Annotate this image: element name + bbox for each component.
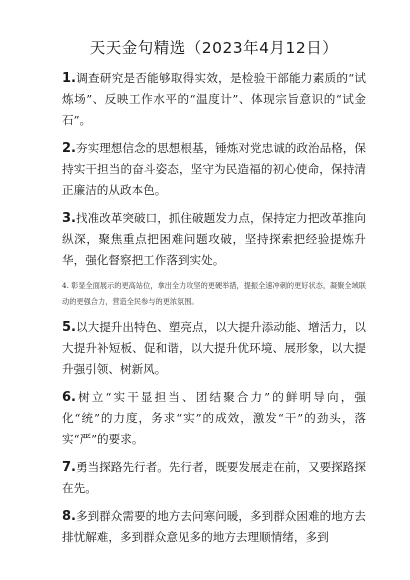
paragraph-number: 1. [62,71,76,86]
paragraph-number: 5. [62,320,76,335]
paragraph-text: 勇当探路先行者。先行者，既要发展走在前，又要探路探在先。 [62,460,366,495]
paragraph-number: 3. [62,211,76,226]
paragraph-text: 夯实理想信念的思想根基，锤炼对党忠诚的政治品格，保持实干担当的奋斗姿态，坚守为民造福的初心使命，保持清正廉洁的从政本色。 [62,141,366,197]
paragraph-5 [62,317,366,380]
paragraph-6 [62,387,366,450]
paragraph-4 [62,278,366,310]
paragraph-text: 树立“实干显担当、团结聚合力”的鲜明导向，强化“统”的力度，务求“实”的成效，激发“干”的劲头，落实“严”的要求。 [62,390,366,446]
paragraph-7 [62,457,366,499]
paragraph-1 [62,68,366,131]
paragraph-number: 4. [62,281,69,290]
paragraph-text: 彰显全面展示的更高站位，拿出全力攻坚的更硬举措，提振全速冲刺的更好状态，凝聚全域联动的更强合力，营造全民参与的更浓氛围。 [62,281,366,306]
paragraph-2 [62,138,366,201]
paragraph-number: 7. [62,460,76,475]
paragraph-number: 8. [62,509,76,524]
paragraph-text: 找准改革突破口，抓住破题发力点，保持定力把改革推向纵深，聚焦重点把困难问题攻破，坚持探索把经验提炼升华，强化督察把工作落到实处。 [62,211,366,267]
paragraph-text: 以大提升出特色、塑亮点，以大提升添动能、增活力，以大提升补短板、促和谐，以大提升优环境、展形象，以大提升强引领、树新风。 [62,320,366,376]
paragraph-8 [62,506,366,548]
paragraph-number: 2. [62,141,76,156]
paragraph-text: 多到群众需要的地方去问寒问暖，多到群众困难的地方去排忧解难，多到群众意见多的地方去理顺情绪，多到 [62,509,366,544]
paragraph-number: 6. [62,390,76,405]
paragraph-text: 调查研究是否能够取得实效，是检验干部能力素质的“试炼场”、反映工作水平的“温度计”、体现宗旨意识的“试金石”。 [62,71,366,127]
document-title: 天天金句精选（2023年4月12日） [89,39,339,57]
paragraph-3 [62,208,366,271]
